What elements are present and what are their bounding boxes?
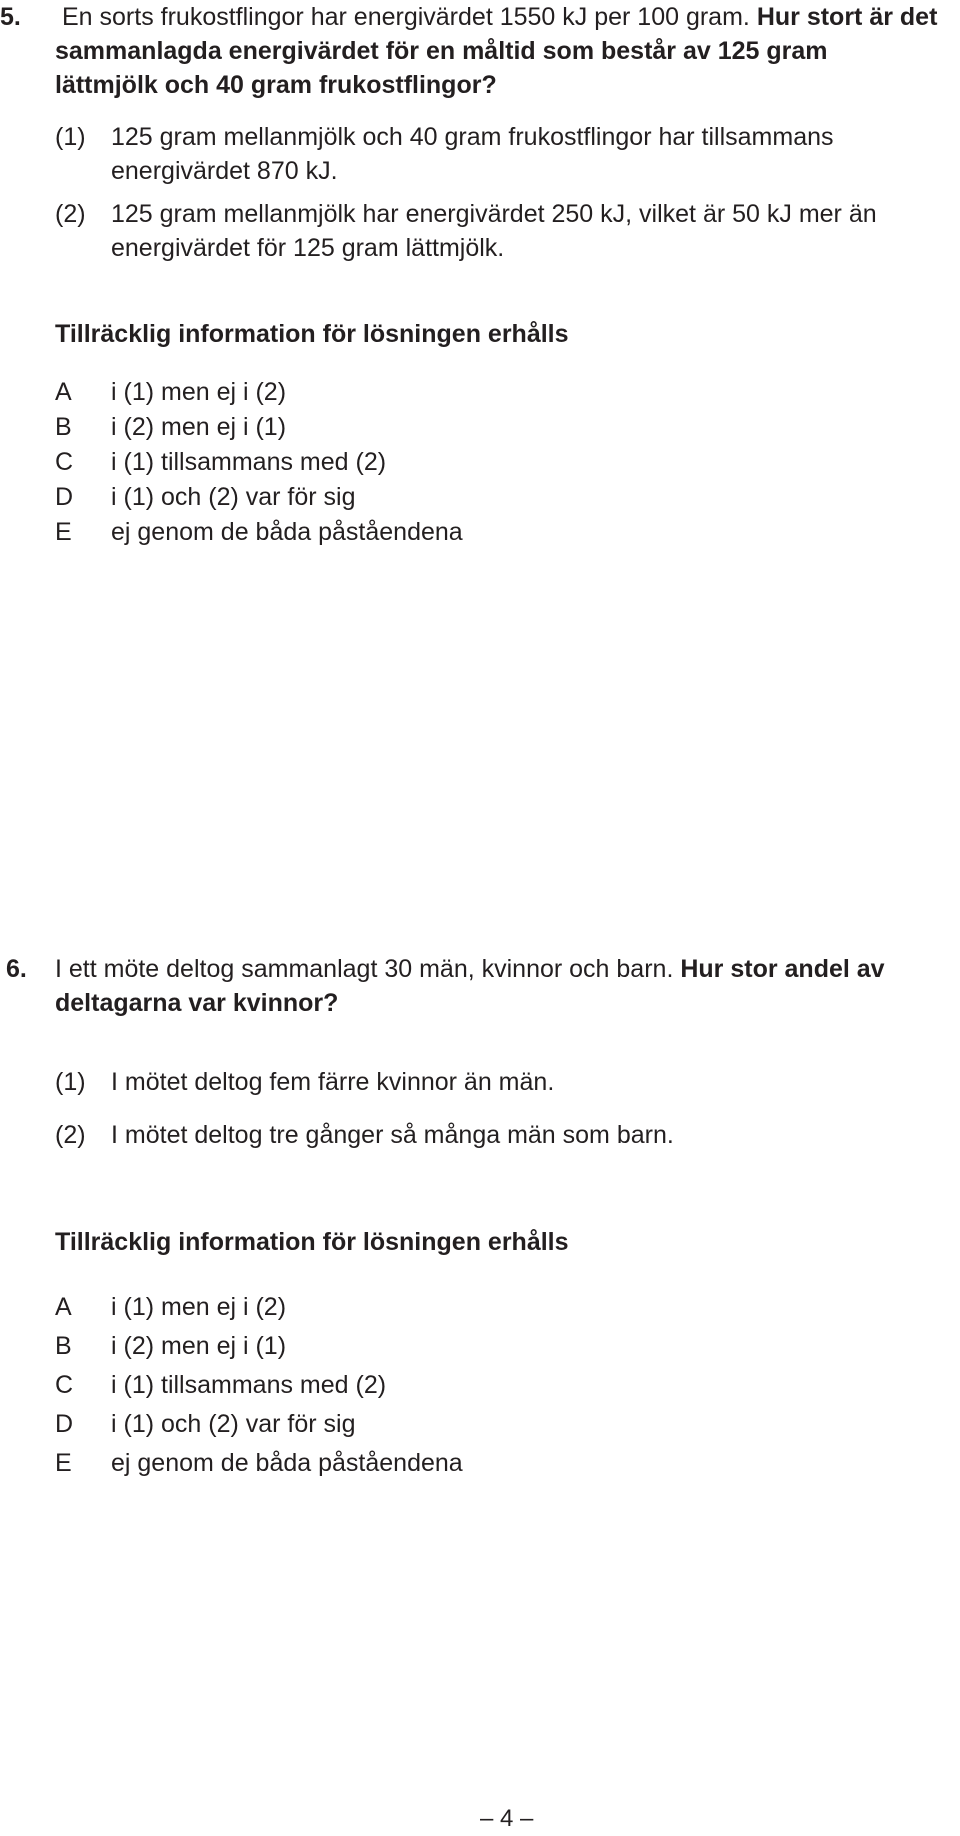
question-text-line-1 xyxy=(55,952,885,986)
question-text-bold: Hur stort är det xyxy=(756,3,938,31)
option-letter-a: A xyxy=(55,378,72,406)
question-text-line-3: lättmjölk och 40 gram frukostflingor? xyxy=(55,71,497,99)
option-text-e: ej genom de båda påståendena xyxy=(111,1449,463,1477)
statement-1-label: (1) xyxy=(55,1068,86,1096)
answer-heading: Tillräcklig information för lösningen erhålls xyxy=(55,320,569,348)
statement-1-line-1: I mötet deltog fem färre kvinnor än män. xyxy=(111,1068,555,1096)
option-text-e: ej genom de båda påståendena xyxy=(111,518,463,546)
option-letter-d: D xyxy=(55,1410,74,1438)
option-text-c: i (1) tillsammans med (2) xyxy=(111,448,387,476)
statement-2-line-2: energivärdet för 125 gram lättmjölk. xyxy=(111,234,505,262)
page-number: – 4 – xyxy=(480,1805,534,1832)
statement-1-line-1: 125 gram mellanmjölk och 40 gram frukostflingor har tillsammans xyxy=(111,123,834,151)
question-number: 5. xyxy=(0,3,21,31)
statement-2-line-1: 125 gram mellanmjölk har energivärdet 250 kJ, vilket är 50 kJ mer än xyxy=(111,200,877,228)
option-text-a: i (1) men ej i (2) xyxy=(111,1293,287,1321)
option-letter-b: B xyxy=(55,1332,72,1360)
option-letter-d: D xyxy=(55,483,74,511)
question-text-line-2: deltagarna var kvinnor? xyxy=(55,989,339,1017)
question-text-bold: Hur stor andel av xyxy=(680,955,885,983)
question-text-line-1 xyxy=(62,0,937,34)
statement-1-line-2: energivärdet 870 kJ. xyxy=(111,157,338,185)
option-letter-e: E xyxy=(55,1449,72,1477)
option-text-b: i (2) men ej i (1) xyxy=(111,413,287,441)
option-letter-c: C xyxy=(55,448,74,476)
option-text-c: i (1) tillsammans med (2) xyxy=(111,1371,387,1399)
option-letter-a: A xyxy=(55,1293,72,1321)
statement-1-label: (1) xyxy=(55,123,86,151)
question-text-plain: I ett möte deltog sammanlagt 30 män, kvinnor och barn. xyxy=(55,955,674,983)
answer-heading: Tillräcklig information för lösningen erhålls xyxy=(55,1228,569,1256)
statement-2-line-1: I mötet deltog tre gånger så många män som barn. xyxy=(111,1121,674,1149)
option-text-d: i (1) och (2) var för sig xyxy=(111,1410,356,1438)
option-text-b: i (2) men ej i (1) xyxy=(111,1332,287,1360)
question-text-plain: En sorts frukostflingor har energivärdet 1550 kJ per 100 gram. xyxy=(62,3,750,31)
option-text-d: i (1) och (2) var för sig xyxy=(111,483,356,511)
question-text-line-2: sammanlagda energivärdet för en måltid som består av 125 gram xyxy=(55,37,828,65)
option-letter-e: E xyxy=(55,518,72,546)
statement-2-label: (2) xyxy=(55,200,86,228)
option-letter-b: B xyxy=(55,413,72,441)
option-text-a: i (1) men ej i (2) xyxy=(111,378,287,406)
option-letter-c: C xyxy=(55,1371,74,1399)
statement-2-label: (2) xyxy=(55,1121,86,1149)
question-number: 6. xyxy=(6,955,27,983)
